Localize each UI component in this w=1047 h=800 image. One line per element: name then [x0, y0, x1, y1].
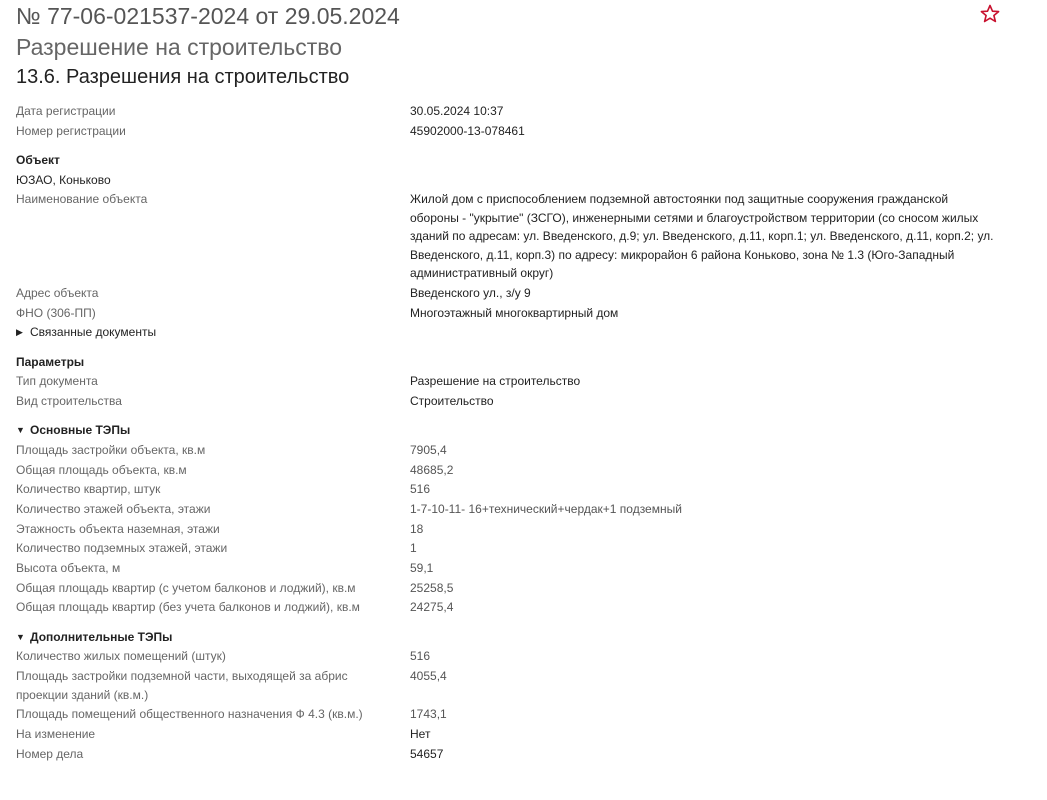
tep-row	[16, 480, 1016, 499]
document-number-title: № 77-06-021537-2024 от 29.05.2024	[16, 3, 400, 29]
object-name-row	[16, 190, 1016, 283]
field-value: Нет	[410, 727, 431, 741]
object-fno-row	[16, 304, 1016, 323]
star-outline-icon	[978, 2, 1002, 26]
tep-row	[16, 647, 1016, 666]
field-value: Жилой дом с приспособлением подземной автостоянки под защитные сооружения гражданской обороны - "укрытие" (ЗСГО), инженерными сетями и благоустройством территории (со сносом жилых зданий по адресам: ул. Введенского, д.9; ул. Введенского, д.11, корп.1; ул. Введенского, д.11, корп.2; ул. Введенского, д.11, корп.3) по адресу: микрорайон 6 района Коньково, зона № 1.3 (Юго-Западный административный округ)	[410, 192, 994, 281]
field-label: Количество этажей объекта, этажи	[16, 502, 211, 516]
field-value: 48685,2	[410, 462, 454, 477]
field-label: Количество жилых помещений (штук)	[16, 649, 226, 664]
registration-date-row	[16, 102, 1016, 121]
field-value: 45902000-13-078461	[410, 123, 525, 138]
field-value: Многоэтажный многоквартирный дом	[410, 305, 619, 320]
field-label: Наименование объекта	[16, 192, 148, 207]
field-value: 7905,4	[410, 442, 447, 457]
tep-row	[16, 559, 1016, 578]
field-value: 24275,4	[410, 600, 454, 615]
field-value: 59,1	[410, 561, 434, 576]
main-tep-title: Основные ТЭПы	[30, 423, 131, 438]
tep-row	[16, 598, 1016, 617]
tep-row	[16, 539, 1016, 558]
field-label: Дата регистрации	[16, 104, 116, 118]
field-label: Площадь застройки подземной части, выходящей за абрис проекции зданий (кв.м.)	[16, 669, 348, 702]
document-details	[16, 102, 1016, 764]
field-value: Строительство	[410, 393, 494, 408]
field-label: Вид строительства	[16, 393, 122, 408]
field-value: Введенского ул., з/у 9	[410, 285, 531, 300]
main-tep-toggle[interactable]	[16, 421, 1016, 440]
field-value: 54657	[410, 746, 444, 761]
field-label: Этажность объекта наземная, этажи	[16, 521, 220, 536]
field-label: Номер регистрации	[16, 123, 126, 138]
tep-row	[16, 441, 1016, 460]
construction-kind-row	[16, 392, 1016, 411]
tep-row	[16, 705, 1016, 724]
triangle-down-icon: ▼	[16, 631, 25, 642]
field-value: 18	[410, 521, 424, 536]
registration-number-row	[16, 122, 1016, 141]
doc-type-row	[16, 372, 1016, 391]
object-district: ЮЗАО, Коньково	[16, 172, 111, 187]
field-label: Количество подземных этажей, этажи	[16, 541, 228, 556]
tep-row	[16, 520, 1016, 539]
field-label: Высота объекта, м	[16, 561, 121, 576]
field-label: Площадь помещений общественного назначения Ф 4.3 (кв.м.)	[16, 707, 363, 722]
field-value: 30.05.2024 10:37	[410, 104, 504, 118]
field-label: Тип документа	[16, 374, 98, 389]
triangle-down-icon: ▼	[16, 425, 25, 436]
related-documents-toggle[interactable]	[16, 323, 1016, 342]
field-label: ФНО (306-ПП)	[16, 305, 96, 320]
field-label: Общая площадь квартир (без учета балконов и лоджий), кв.м	[16, 600, 360, 615]
field-value: 4055,4	[410, 669, 447, 684]
field-value: 1-7-10-11- 16+технический+чердак+1 подземный	[410, 502, 682, 516]
tep-row	[16, 725, 1016, 744]
document-category-title: 13.6. Разрешения на строительство	[16, 66, 350, 88]
field-label: Площадь застройки объекта, кв.м	[16, 442, 206, 457]
field-label: Адрес объекта	[16, 285, 99, 300]
favorite-star-icon[interactable]	[978, 2, 1002, 26]
tep-row	[16, 500, 1016, 519]
tep-row	[16, 745, 1016, 764]
triangle-right-icon: ▶	[16, 327, 23, 338]
field-label: Количество квартир, штук	[16, 482, 161, 497]
extra-tep-toggle[interactable]	[16, 628, 1016, 647]
field-value: Разрешение на строительство	[410, 374, 581, 389]
field-value: 516	[410, 482, 431, 497]
field-label: Номер дела	[16, 746, 84, 761]
tep-row	[16, 667, 1016, 704]
tep-row	[16, 579, 1016, 598]
extra-tep-title: Дополнительные ТЭПы	[30, 629, 173, 644]
field-value: 1743,1	[410, 707, 447, 722]
field-value: 1	[410, 541, 417, 556]
tep-row	[16, 461, 1016, 480]
related-documents-label: Связанные документы	[30, 325, 157, 340]
field-value: 516	[410, 649, 431, 664]
object-address-row	[16, 284, 1016, 303]
field-label: На изменение	[16, 727, 96, 741]
object-section-title: Объект	[16, 153, 60, 168]
field-label: Общая площадь квартир (с учетом балконов и лоджий), кв.м	[16, 580, 356, 595]
document-type-title: Разрешение на строительство	[16, 34, 343, 60]
field-value: 25258,5	[410, 580, 454, 595]
params-section-title: Параметры	[16, 354, 85, 369]
field-label: Общая площадь объекта, кв.м	[16, 462, 187, 477]
